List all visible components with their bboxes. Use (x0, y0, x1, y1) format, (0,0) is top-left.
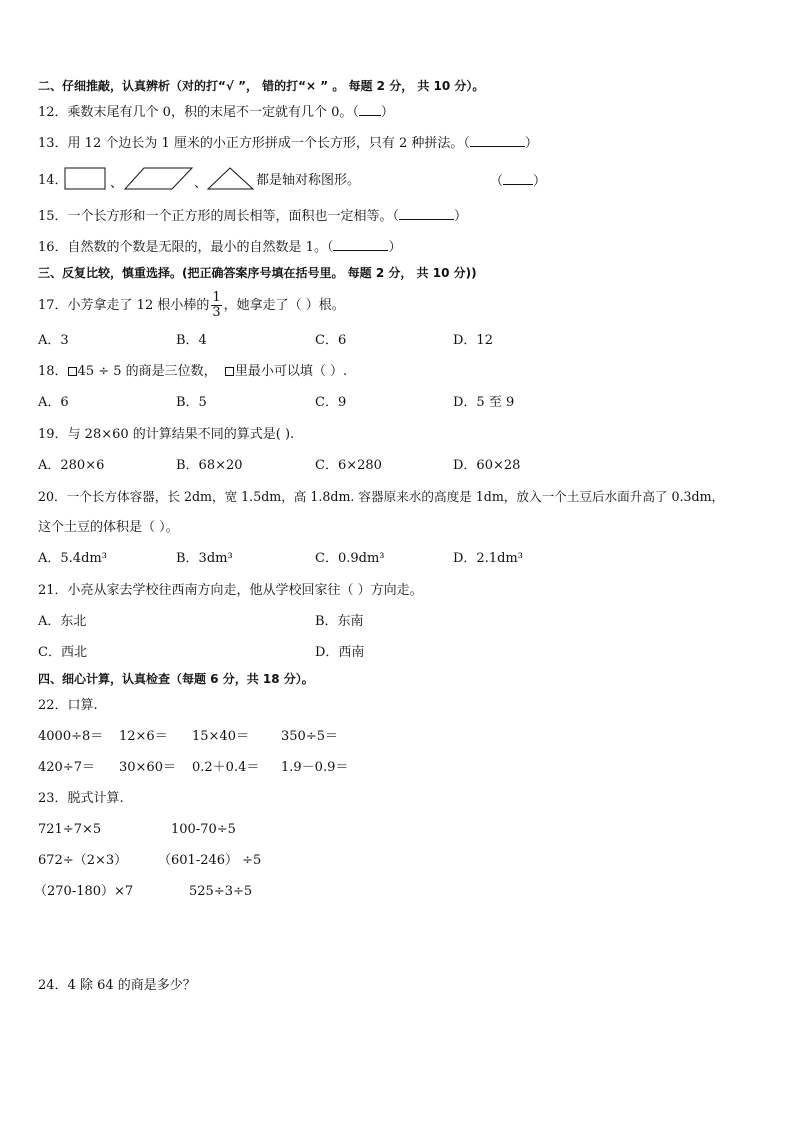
q17-option-b[interactable]: B．4 (176, 333, 207, 348)
question-14-paren-close: ） (533, 174, 547, 189)
blank-box-icon (68, 367, 77, 376)
question-13-text: 13．用 12 个边长为 1 厘米的小正方形拼成一个长方形，只有 2 种拼法。（ (38, 136, 470, 151)
step-calc-item: （270-180）×7 (34, 884, 134, 899)
question-18-text-b: 45 ÷ 5 的商是三位数， (77, 364, 217, 379)
question-15-text: 15．一个长方形和一个正方形的周长相等，面积也一定相等。（ (38, 209, 400, 224)
question-12-text: 12．乘数末尾有几个 0，积的末尾不一定就有几个 0。（ (38, 105, 359, 120)
question-20-line-1: 20．一个长方体容器，长 2dm，宽 1.5dm，高 1.8dm. 容器原来水的高度是 1dm，放入一个土豆后水面升高了 0.3dm， (38, 489, 725, 504)
q18-option-c[interactable]: C．9 (315, 395, 347, 410)
section-2-heading: 二、仔细推敲，认真辨析（对的打“√ ”， 错的打“× ” 。 每题 2 分， 共 10 分）。 (38, 79, 485, 93)
oral-calc-item: 0.2＋0.4＝ (192, 760, 260, 775)
question-21: 21．小亮从家去学校往西南方向走，他从学校回家往（ ）方向走。 (38, 583, 423, 598)
answer-blank-15[interactable] (399, 207, 454, 220)
question-14-separator-2: 、 (194, 176, 208, 191)
triangle-figure (206, 166, 256, 192)
question-23: 23．脱式计算. (38, 791, 124, 806)
question-22: 22．口算. (38, 698, 98, 713)
step-calc-item: （601-246） ÷5 (158, 853, 262, 868)
question-13-close: ） (524, 136, 538, 151)
question-19: 19．与 28×60 的计算结果不同的算式是( ). (38, 427, 295, 442)
oral-calc-item: 4000÷8＝ (38, 729, 104, 744)
q20-option-a[interactable]: A．5.4dm³ (38, 551, 107, 566)
step-calc-item: 672÷（2×3） (38, 853, 128, 868)
section-4-heading: 四、细心计算，认真检查（每题 6 分，共 18 分）。 (38, 672, 314, 686)
question-15-close: ） (454, 209, 468, 224)
question-16-close: ） (388, 240, 402, 255)
step-calc-item: 721÷7×5 (38, 822, 102, 837)
oral-calc-item: 15×40＝ (192, 729, 249, 744)
question-14-text: 都是轴对称图形。 (256, 173, 361, 188)
question-14-answer (490, 172, 546, 191)
parallelogram-figure (124, 166, 194, 192)
step-calc-item: 100-70÷5 (171, 822, 236, 837)
question-16 (38, 238, 401, 257)
q18-option-d[interactable]: D．5 至 9 (453, 395, 515, 410)
answer-blank-14[interactable] (503, 172, 533, 185)
question-20-line-2: 这个土豆的体积是（ ）。 (38, 520, 179, 535)
question-17 (38, 290, 345, 322)
question-15 (38, 207, 467, 226)
question-14-paren-open: （ (490, 174, 504, 189)
answer-blank-16[interactable] (333, 238, 388, 251)
q17-option-d[interactable]: D．12 (453, 333, 493, 348)
question-14-separator-1: 、 (110, 176, 124, 191)
q20-option-b[interactable]: B．3dm³ (176, 551, 233, 566)
q21-option-b[interactable]: B．东南 (315, 614, 364, 629)
q20-option-d[interactable]: D．2.1dm³ (453, 551, 523, 566)
question-17-text-b: ，她拿走了（ ）根。 (223, 298, 345, 313)
oral-calc-item: 420÷7＝ (38, 760, 95, 775)
rectangle-figure (64, 166, 108, 192)
q17-option-a[interactable]: A．3 (38, 333, 69, 348)
answer-blank-13[interactable] (470, 134, 525, 147)
fraction-numerator: 1 (212, 290, 221, 305)
question-14-number: 14． (38, 173, 68, 188)
oral-calc-item: 350÷5＝ (281, 729, 338, 744)
q18-option-a[interactable]: A．6 (38, 395, 69, 410)
question-24: 24．4 除 64 的商是多少？ (38, 978, 196, 993)
fraction-denominator: 3 (212, 305, 221, 320)
question-12-close: ） (380, 105, 394, 120)
question-18 (38, 363, 347, 381)
fraction-one-third (211, 291, 221, 320)
question-13 (38, 134, 538, 153)
q18-option-b[interactable]: B．5 (176, 395, 207, 410)
oral-calc-item: 1.9－0.9＝ (281, 760, 349, 775)
q19-option-b[interactable]: B．68×20 (176, 458, 243, 473)
q20-option-c[interactable]: C．0.9dm³ (315, 551, 385, 566)
q19-option-d[interactable]: D．60×28 (453, 458, 521, 473)
q21-option-c[interactable]: C．西北 (38, 645, 87, 660)
q21-option-d[interactable]: D．西南 (315, 645, 365, 660)
step-calc-item: 525÷3÷5 (189, 884, 253, 899)
section-3-heading: 三、反复比较，慎重选择。(把正确答案序号填在括号里。 每题 2 分， 共 10 分)) (38, 266, 477, 280)
question-18-number: 18． (38, 364, 68, 379)
q19-option-c[interactable]: C．6×280 (315, 458, 382, 473)
question-17-text-a: 17．小芳拿走了 12 根小棒的 (38, 298, 210, 313)
blank-box-icon (225, 367, 234, 376)
oral-calc-item: 30×60＝ (119, 760, 176, 775)
question-16-text: 16．自然数的个数是无限的，最小的自然数是 1。（ (38, 240, 334, 255)
q21-option-a[interactable]: A．东北 (38, 614, 87, 629)
question-12 (38, 103, 394, 122)
q17-option-c[interactable]: C．6 (315, 333, 347, 348)
answer-blank-12[interactable] (359, 103, 381, 116)
oral-calc-item: 12×6＝ (119, 729, 168, 744)
question-18-text-c: 里最小可以填（ ）. (234, 364, 348, 379)
q19-option-a[interactable]: A．280×6 (38, 458, 105, 473)
